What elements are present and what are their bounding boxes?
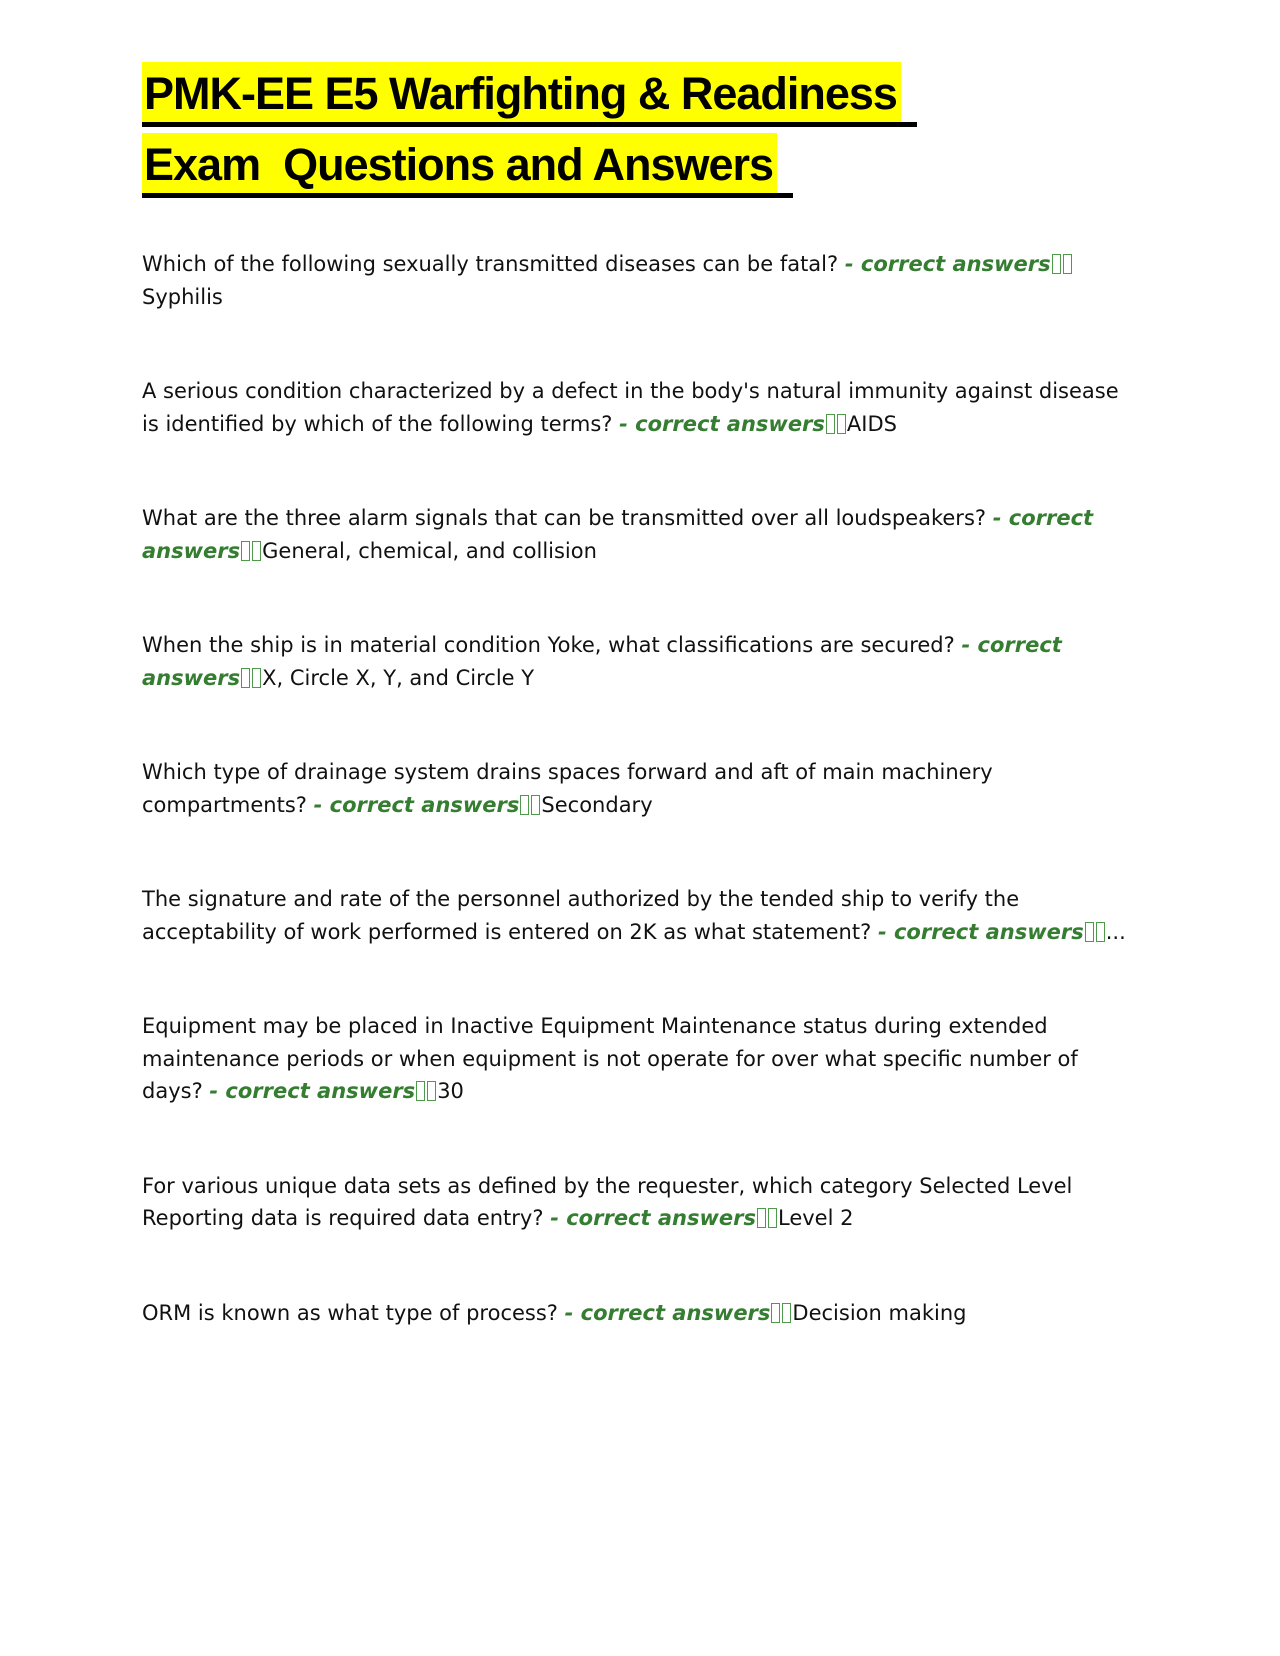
answer-text: General, chemical, and collision bbox=[262, 538, 597, 563]
missing-glyph-box-icon bbox=[252, 541, 261, 561]
missing-glyph-box-icon bbox=[416, 1081, 425, 1101]
missing-glyph-box-icon bbox=[768, 1208, 777, 1228]
missing-glyph-box-icon bbox=[1085, 922, 1094, 942]
qa-item-2 bbox=[142, 375, 1142, 440]
title-line-1 bbox=[142, 62, 1142, 127]
missing-glyph-box-icon bbox=[771, 1303, 780, 1323]
missing-glyph-boxes bbox=[1084, 920, 1106, 944]
missing-glyph-box-icon bbox=[1063, 254, 1072, 274]
qa-item-3 bbox=[142, 502, 1142, 567]
title-underline-tail-2 bbox=[777, 192, 793, 198]
question-text: The signature and rate of the personnel authorized by the tended ship to verify the acceptability of work performed is entered on 2K as what statement? bbox=[142, 887, 1020, 944]
question-text: ORM is known as what type of process? bbox=[142, 1300, 558, 1325]
question-text: When the ship is in material condition Yoke, what classifications are secured? bbox=[142, 633, 955, 657]
correct-answers-label: - correct answers bbox=[142, 506, 1094, 563]
title-line-2 bbox=[142, 133, 1142, 198]
question-text: A serious condition characterized by a defect in the body's natural immunity against disease is identified by which of the following terms? bbox=[142, 379, 1119, 436]
question-text: Equipment may be placed in Inactive Equipment Maintenance status during extended maintenance periods or when equipment is not operate for over what specific number of days? bbox=[142, 1014, 1078, 1103]
answer-text: Syphilis bbox=[142, 284, 223, 309]
qa-item-1 bbox=[142, 248, 1142, 313]
answer-text: X, Circle X, Y, and Circle Y bbox=[262, 665, 535, 690]
qa-item-6 bbox=[142, 883, 1142, 948]
missing-glyph-boxes bbox=[1051, 252, 1073, 276]
correct-answers-label: - correct answers bbox=[844, 252, 1051, 276]
correct-answers-label: - correct answers bbox=[209, 1079, 416, 1103]
missing-glyph-boxes bbox=[240, 666, 262, 690]
qa-item-8 bbox=[142, 1170, 1142, 1235]
answer-text: ... bbox=[1105, 919, 1126, 944]
correct-answers-label: - correct answers bbox=[313, 792, 520, 817]
missing-glyph-box-icon bbox=[520, 795, 529, 815]
answer-text: AIDS bbox=[846, 411, 897, 436]
missing-glyph-boxes bbox=[240, 539, 262, 563]
missing-glyph-box-icon bbox=[782, 1303, 791, 1323]
qa-item-4 bbox=[142, 629, 1142, 694]
missing-glyph-box-icon bbox=[252, 668, 261, 688]
answer-text: Decision making bbox=[792, 1300, 967, 1325]
page-title bbox=[142, 62, 1142, 198]
qa-item-9 bbox=[142, 1297, 1142, 1330]
title-underline-tail-1 bbox=[901, 121, 917, 127]
question-text: For various unique data sets as defined by the requester, which category Selected Level Reporting data is required data entry? bbox=[142, 1173, 1073, 1230]
missing-glyph-box-icon bbox=[826, 414, 835, 434]
answer-text: Secondary bbox=[541, 792, 653, 817]
missing-glyph-box-icon bbox=[241, 541, 250, 561]
missing-glyph-box-icon bbox=[837, 414, 846, 434]
correct-answers-label: - correct answers bbox=[619, 411, 825, 436]
missing-glyph-boxes bbox=[415, 1079, 437, 1103]
question-text: Which type of drainage system drains spaces forward and aft of main machinery compartments? bbox=[142, 760, 993, 817]
question-text: Which of the following sexually transmitted diseases can be fatal? bbox=[142, 252, 839, 276]
missing-glyph-box-icon bbox=[757, 1208, 766, 1228]
missing-glyph-box-icon bbox=[241, 668, 250, 688]
title-highlight-1: PMK-EE E5 Warfighting & Readiness bbox=[142, 62, 901, 127]
missing-glyph-box-icon bbox=[427, 1081, 436, 1101]
missing-glyph-boxes bbox=[519, 793, 541, 817]
answer-text: Level 2 bbox=[777, 1206, 854, 1230]
missing-glyph-box-icon bbox=[1096, 922, 1105, 942]
correct-answers-label: - correct answers bbox=[877, 919, 1084, 944]
answer-text: 30 bbox=[437, 1079, 464, 1103]
qa-item-5 bbox=[142, 756, 1142, 821]
missing-glyph-box-icon bbox=[1052, 254, 1061, 274]
title-highlight-2: Exam Questions and Answers bbox=[142, 133, 777, 198]
qa-item-7 bbox=[142, 1010, 1142, 1108]
correct-answers-label: - correct answers bbox=[550, 1206, 756, 1230]
missing-glyph-box-icon bbox=[531, 795, 540, 815]
missing-glyph-boxes bbox=[756, 1206, 778, 1230]
correct-answers-label: - correct answers bbox=[564, 1300, 771, 1325]
missing-glyph-boxes bbox=[770, 1301, 792, 1325]
correct-answers-label: - correct answers bbox=[142, 633, 1062, 690]
question-text: What are the three alarm signals that can be transmitted over all loudspeakers? bbox=[142, 506, 987, 530]
missing-glyph-boxes bbox=[825, 412, 847, 436]
